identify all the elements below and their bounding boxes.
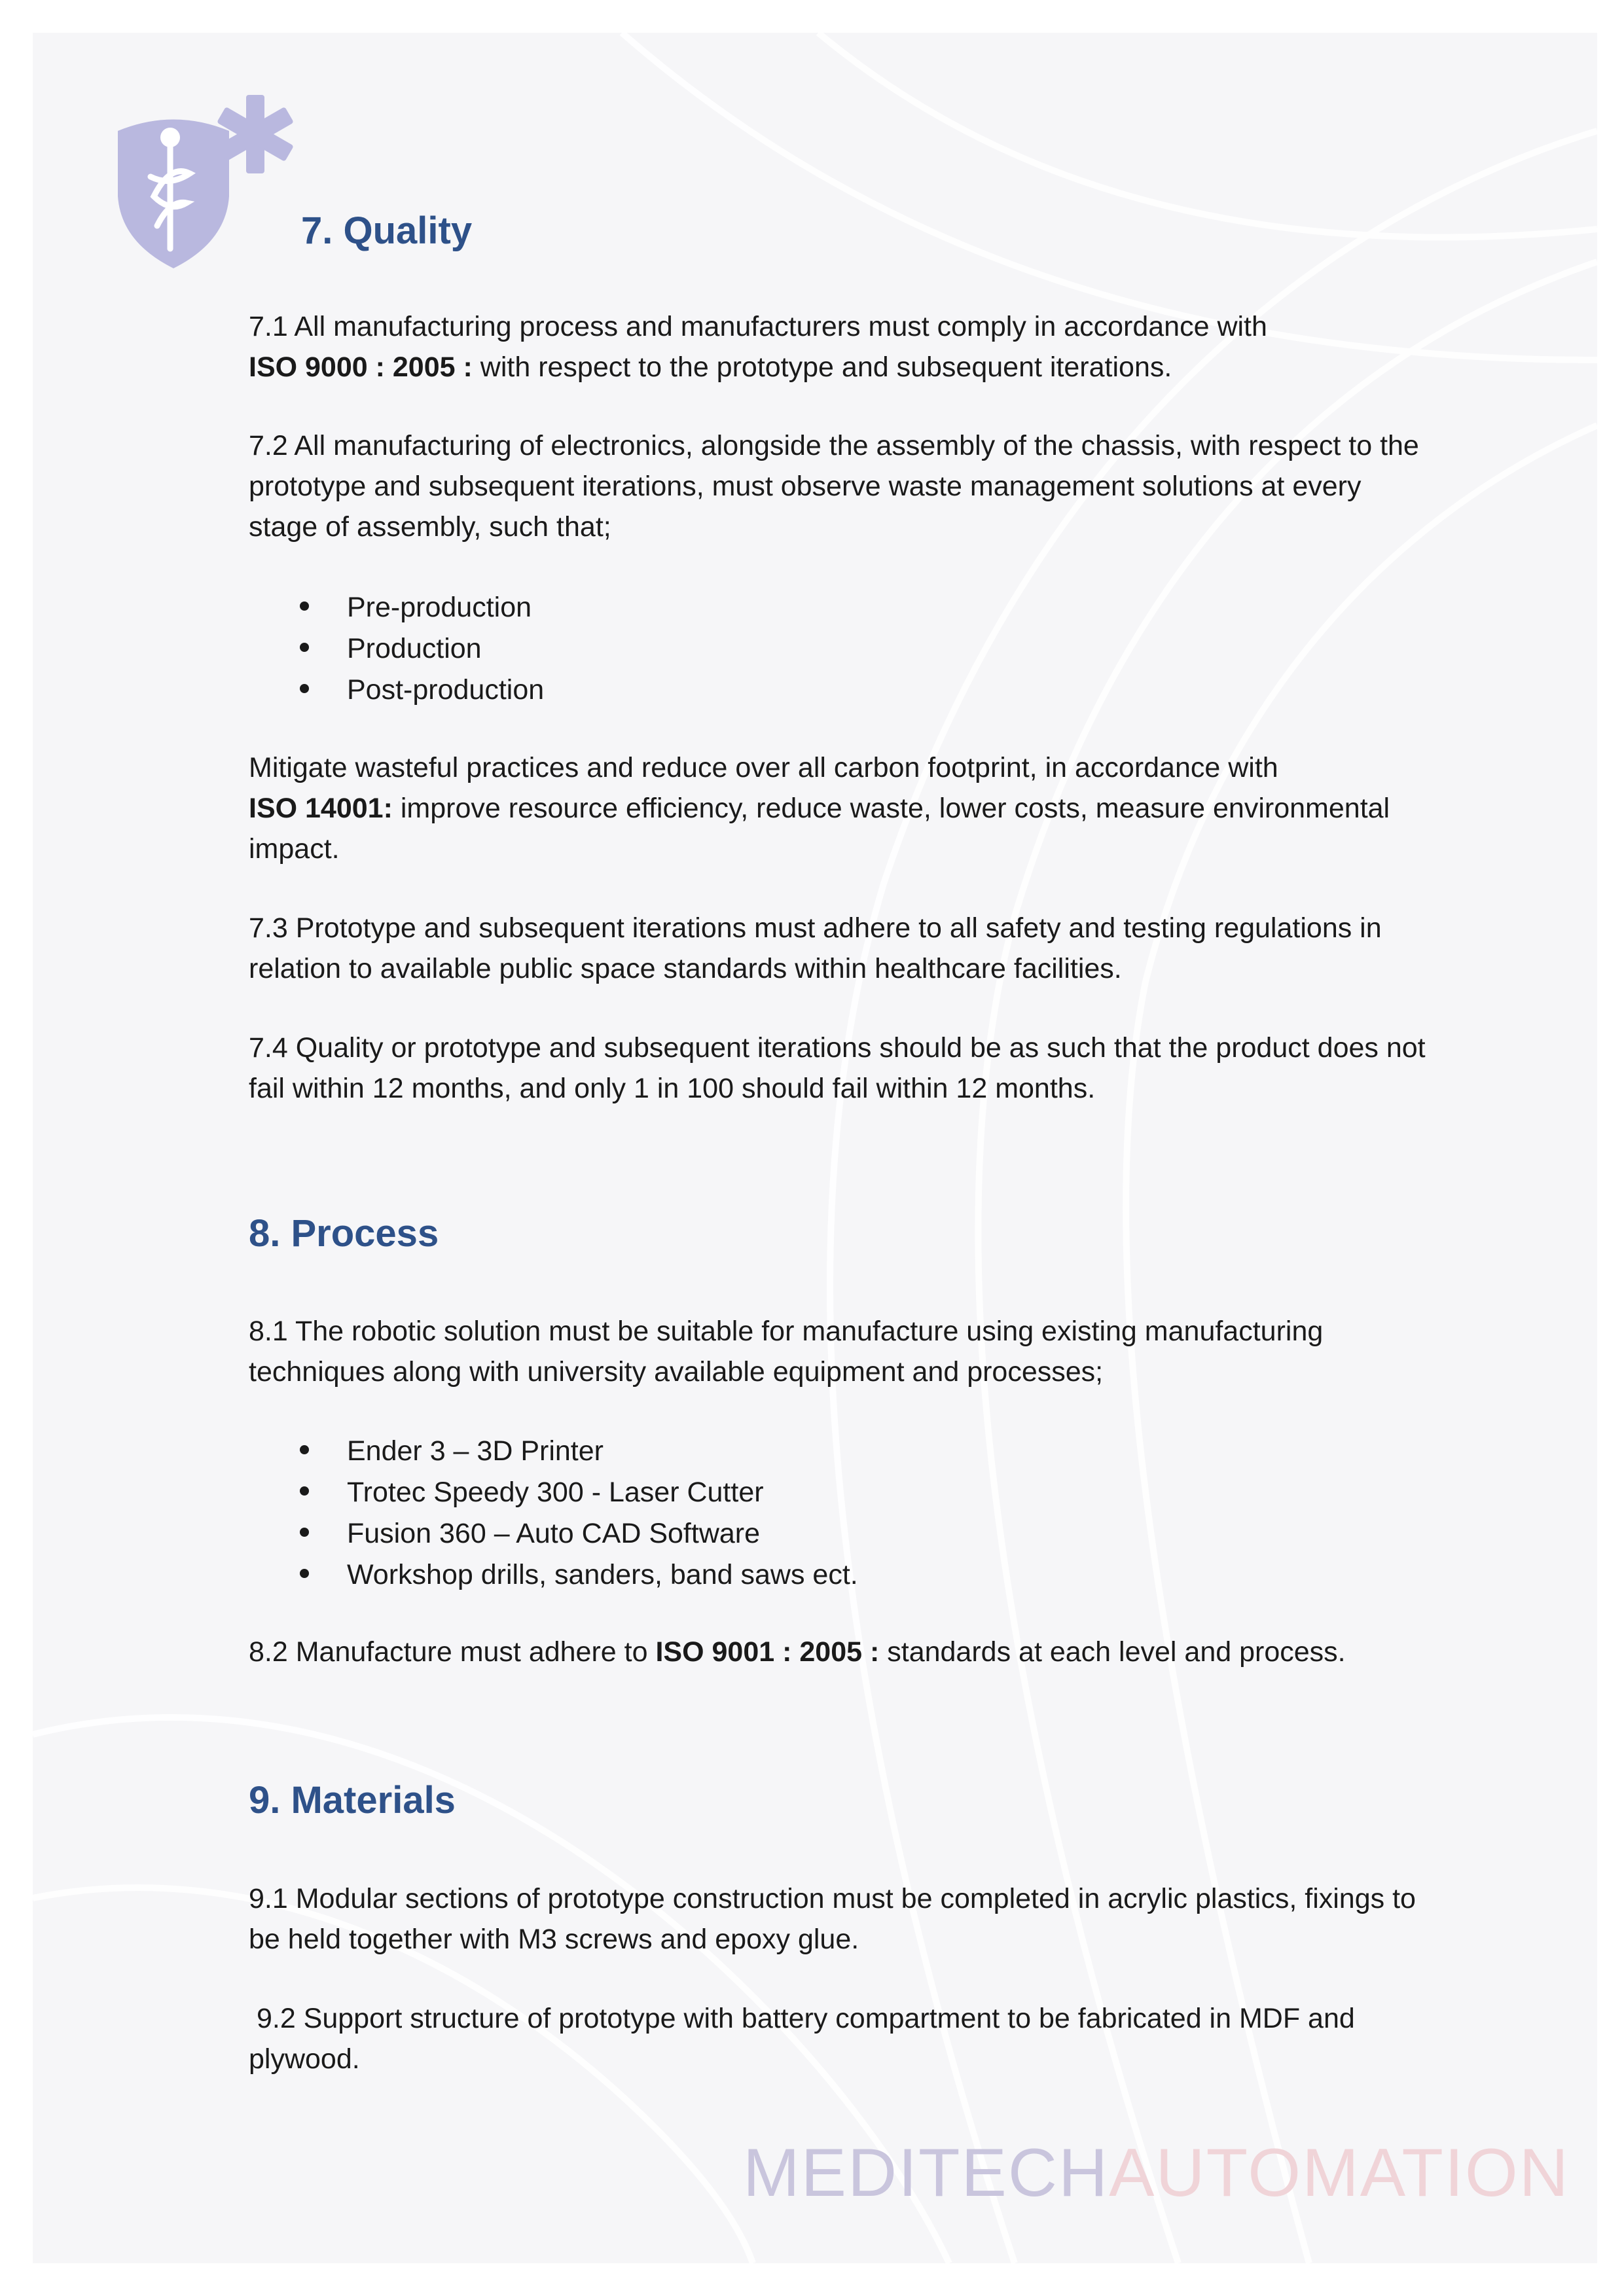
section-heading-materials: 9. Materials <box>249 1779 456 1821</box>
list-item: Pre-production <box>249 587 544 628</box>
paragraph-8-2: 8.2 Manufacture must adhere to ISO 9001 : 2005 : standards at each level and process. <box>249 1636 1346 1668</box>
paragraph-7-4: 7.4 Quality or prototype and subsequent iterations should be as such that the product does not fail within 12 months, and only 1 in 100 should fail within 12 months. <box>249 1032 1426 1104</box>
bullet-icon <box>300 1528 309 1537</box>
bullet-icon <box>300 1486 309 1496</box>
list-item: Trotec Speedy 300 - Laser Cutter <box>249 1472 858 1513</box>
list-item: Workshop drills, sanders, band saws ect. <box>249 1554 858 1596</box>
bullet-icon <box>300 643 309 652</box>
paragraph-7-3: 7.3 Prototype and subsequent iterations must adhere to all safety and testing regulations in relation to available public space standards within healthcare facilities. <box>249 912 1382 984</box>
list-item: Post-production <box>249 670 544 711</box>
brand-wordmark-logo: MEDITECHAUTOMATION <box>743 2135 1570 2211</box>
list-item: Fusion 360 – Auto CAD Software <box>249 1513 858 1554</box>
document-page <box>33 33 1597 2263</box>
paragraph-7-1: 7.1 All manufacturing process and manufacturers must comply in accordance with ISO 9000 : 2005 : with respect to the prototype and subsequent iterations. <box>249 311 1267 383</box>
bullet-icon <box>300 601 309 611</box>
paragraph-9-2: 9.2 Support structure of prototype with battery compartment to be fabricated in MDF and plywood. <box>249 2003 1363 2075</box>
section-heading-quality: 7. Quality <box>301 209 473 252</box>
section-heading-process: 8. Process <box>249 1212 439 1255</box>
paragraph-9-1: 9.1 Modular sections of prototype construction must be completed in acrylic plastics, fixings to be held together with M3 screws and epoxy glue. <box>249 1883 1416 1955</box>
equipment-list <box>249 1431 858 1596</box>
paragraph-7-2: 7.2 All manufacturing of electronics, alongside the assembly of the chassis, with respect to the prototype and subsequent iterations, must observe waste management solutions at every stage of assembly, such that; <box>249 430 1419 543</box>
bullet-icon <box>300 684 309 693</box>
bullet-icon <box>300 1445 309 1454</box>
paragraph-8-1: 8.1 The robotic solution must be suitable for manufacture using existing manufacturing techniques along with university available equipment and processes; <box>249 1316 1324 1388</box>
paragraph-mitigate: Mitigate wasteful practices and reduce over all carbon footprint, in accordance with ISO 14001: improve resource efficiency, reduce waste, lower costs, measure environmental impact. <box>249 752 1390 865</box>
list-item: Production <box>249 628 544 670</box>
bullet-icon <box>300 1569 309 1578</box>
list-item: Ender 3 – 3D Printer <box>249 1431 858 1472</box>
medical-shield-caduceus-logo-icon <box>105 92 301 275</box>
production-stages-list <box>249 587 544 711</box>
